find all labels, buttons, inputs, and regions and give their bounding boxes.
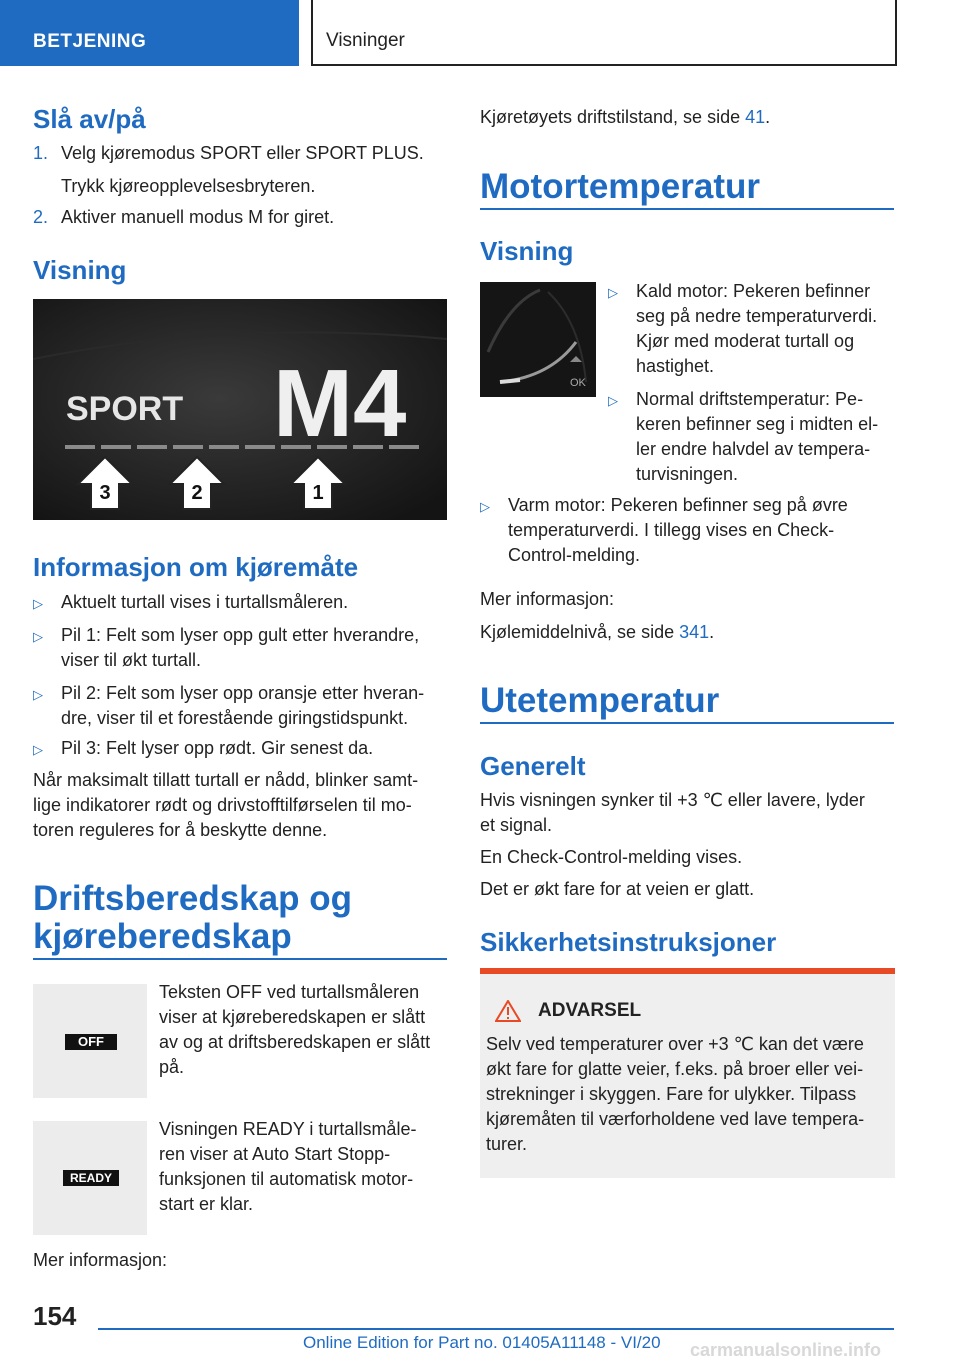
warning-box — [480, 968, 895, 1178]
step-number: 1. — [33, 143, 49, 163]
footer-watermark: carmanualsonline.info — [690, 1340, 882, 1360]
heading-sikkerhetsinstruksjoner: Sikkerhetsinstruksjoner — [480, 927, 777, 957]
line: turvisningen. — [636, 464, 739, 484]
footer-rule — [98, 1328, 894, 1330]
generelt-paragraph-2: En Check-Control-melding vises. — [480, 847, 743, 867]
list-item-text: Pil 1: Felt som lyser opp gult etter hverandre, — [61, 625, 420, 645]
heading-utetemperatur: Utetemperatur — [480, 681, 720, 720]
section-tab — [0, 0, 299, 66]
page-link[interactable]: 41 — [745, 107, 766, 127]
paragraph-line: Når maksimalt tillatt turtall er nådd, blinker samt- — [33, 770, 419, 790]
temperature-gauge-image — [480, 282, 596, 397]
mer-informasjon-left: Mer informasjon: — [33, 1250, 168, 1270]
heading-rule — [480, 722, 894, 724]
heading-sla-av-pa: Slå av/på — [33, 104, 146, 134]
list-item-text — [636, 387, 878, 487]
line: temperaturverdi. I tillegg vises en Check- — [508, 520, 835, 540]
list-item-text — [508, 493, 848, 568]
heading-generelt: Generelt — [480, 751, 586, 781]
section-label: BETJENING — [33, 31, 147, 52]
heading-motor-visning: Visning — [480, 236, 574, 266]
line: Hvis visningen synker til +3 ℃ eller lavere, lyder — [480, 790, 865, 810]
paragraph-line: funksjonen til automatisk motor- — [159, 1169, 414, 1189]
chapter-label: Visninger — [326, 30, 405, 51]
paragraph-line: toren reguleres for å beskytte denne. — [33, 820, 328, 840]
off-badge: OFF — [65, 1034, 117, 1050]
paragraph-line: ren viser at Auto Start Stopp- — [159, 1144, 391, 1164]
arrow-1-label: 1 — [312, 482, 324, 504]
off-indicator-image — [33, 984, 147, 1098]
heading-rule — [33, 958, 447, 960]
reference-text: Kjølemiddelnivå, se side — [480, 622, 680, 642]
line: Kjør med moderat turtall og — [636, 331, 855, 351]
ready-indicator-image — [33, 1121, 147, 1235]
list-item-text: Aktuelt turtall vises i turtallsmåleren. — [61, 592, 349, 612]
line: ler endre halvdel av tempera- — [636, 439, 871, 459]
gauge-ok-label: OK — [570, 377, 586, 389]
generelt-paragraph-1 — [480, 788, 865, 838]
heading-driftsberedskap — [33, 880, 352, 956]
paragraph-line: lige indikatorer rødt og drivstofftilførselen til mo- — [33, 795, 412, 815]
line: strekninger i skyggen. Fare for ulykker. Tilpass — [486, 1084, 857, 1104]
triangle-bullet-icon: ▷ — [33, 687, 43, 702]
paragraph-line: Visningen READY i turtallsmåle- — [159, 1119, 417, 1139]
list-item-text: Pil 2: Felt som lyser opp oransje etter hveran- — [61, 683, 425, 703]
paragraph-line: av og at driftsberedskapen er slått — [159, 1032, 431, 1052]
heading-visning: Visning — [33, 255, 127, 285]
kjolemiddel-reference — [480, 620, 714, 645]
rpm-display-image — [33, 299, 447, 520]
warning-text — [486, 1032, 864, 1157]
line: Normal driftstemperatur: Pe- — [636, 389, 864, 409]
ready-badge: READY — [63, 1170, 119, 1186]
step-text: Aktiver manuell modus M for giret. — [61, 207, 335, 227]
drift-reference — [480, 105, 770, 130]
line: turer. — [486, 1134, 528, 1154]
paragraph-line: start er klar. — [159, 1194, 254, 1214]
heading-info-kjoremate: Informasjon om kjøremåte — [33, 552, 359, 582]
footer-edition: Online Edition for Part no. 01405A11148 - VI/20 — [303, 1333, 661, 1352]
list-item-text-2: viser til økt turtall. — [61, 650, 202, 670]
off-description — [159, 980, 430, 1080]
triangle-bullet-icon: ▷ — [33, 596, 43, 611]
warning-triangle-icon — [495, 1000, 521, 1022]
period: . — [765, 107, 771, 127]
step-text-2: Trykk kjøreopplevelsesbryteren. — [61, 176, 316, 196]
heading-rule — [480, 208, 894, 210]
line: keren befinner seg i midten el- — [636, 414, 879, 434]
max-rpm-paragraph — [33, 768, 418, 843]
rpm-display-graphic — [33, 299, 447, 520]
arrow-2-label: 2 — [191, 482, 203, 504]
line: kjøremåten til værforholdene ved lave tempera- — [486, 1109, 865, 1129]
triangle-bullet-icon: ▷ — [33, 629, 43, 644]
line: Kald motor: Pekeren befinner — [636, 281, 871, 301]
triangle-bullet-icon: ▷ — [608, 393, 618, 408]
paragraph-line: viser at kjøreberedskapen er slått — [159, 1007, 426, 1027]
heading-motortemperatur: Motortemperatur — [480, 167, 761, 206]
line: seg på nedre temperaturverdi. — [636, 306, 878, 326]
line: Selv ved temperaturer over +3 ℃ kan det være — [486, 1034, 864, 1054]
paragraph-line: Teksten OFF ved turtallsmåleren — [159, 982, 420, 1002]
triangle-bullet-icon: ▷ — [480, 499, 490, 514]
step-number: 2. — [33, 207, 49, 227]
heading-line: kjøreberedskap — [33, 917, 292, 956]
line: et signal. — [480, 815, 553, 835]
line: Varm motor: Pekeren befinner seg på øvre — [508, 495, 848, 515]
line: hastighet. — [636, 356, 715, 376]
line: Control-melding. — [508, 545, 641, 565]
generelt-paragraph-3: Det er økt fare for at veien er glatt. — [480, 879, 755, 899]
gear-text: M4 — [273, 350, 407, 457]
triangle-bullet-icon: ▷ — [33, 742, 43, 757]
triangle-bullet-icon: ▷ — [608, 285, 618, 300]
list-item-text-2: dre, viser til et forestående giringstidspunkt. — [61, 708, 409, 728]
paragraph-line: på. — [159, 1057, 185, 1077]
temperature-gauge-graphic — [480, 282, 596, 397]
mer-informasjon-right: Mer informasjon: — [480, 589, 615, 609]
list-item-text — [636, 279, 877, 379]
warning-label: ADVARSEL — [538, 1000, 642, 1021]
heading-line: Driftsberedskap og — [33, 879, 352, 918]
page-link[interactable]: 341 — [679, 622, 710, 642]
step-text: Velg kjøremodus SPORT eller SPORT PLUS. — [61, 143, 424, 163]
mode-text: SPORT — [66, 390, 184, 428]
page-number: 154 — [33, 1301, 77, 1331]
list-item-text: Pil 3: Felt lyser opp rødt. Gir senest da. — [61, 738, 374, 758]
period: . — [709, 622, 715, 642]
chapter-tab — [311, 0, 897, 66]
ready-description — [159, 1117, 416, 1217]
line: økt fare for glatte veier, f.eks. på broer eller vei- — [486, 1059, 864, 1079]
reference-text: Kjøretøyets driftstilstand, se side — [480, 107, 746, 127]
arrow-3-label: 3 — [99, 482, 111, 504]
